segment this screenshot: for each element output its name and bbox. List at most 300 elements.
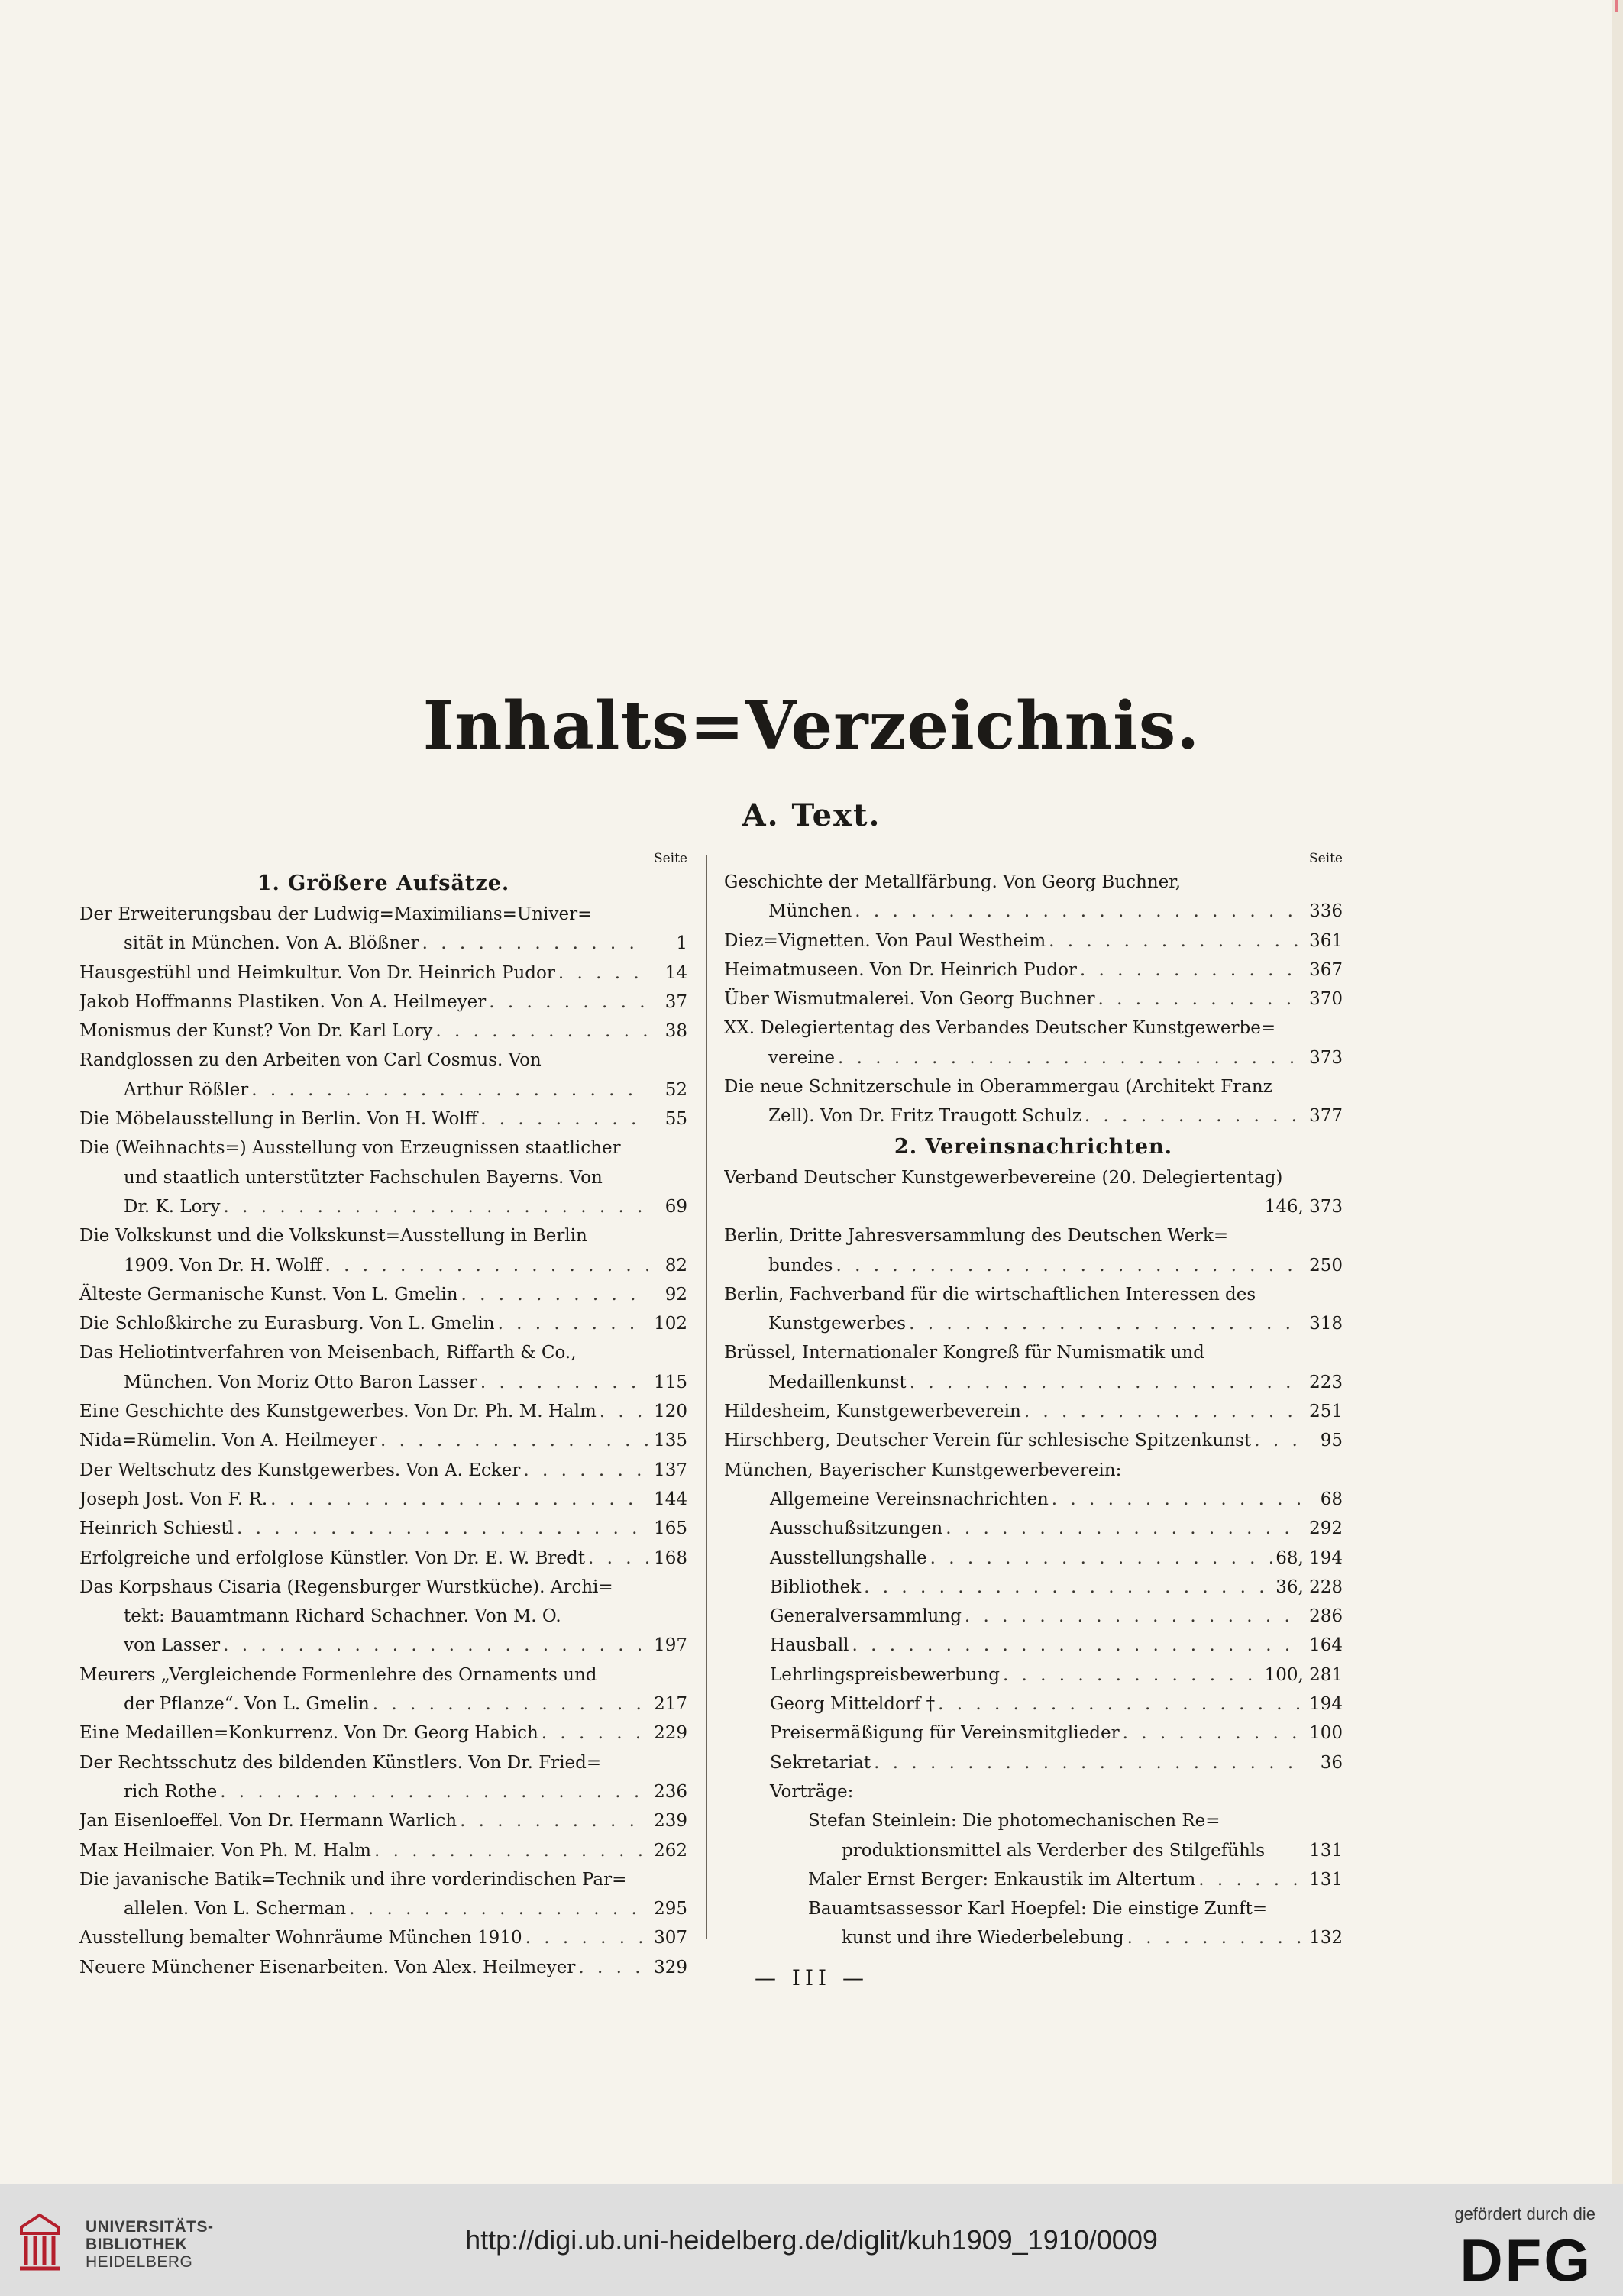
entry-row — [79, 1661, 687, 1690]
page-number: 377 — [1309, 1106, 1343, 1127]
seite-label: Seite — [1308, 851, 1343, 866]
entry-row — [79, 1338, 687, 1367]
entry-line: Maler Ernst Berger: Enkaustik im Altertum — [808, 1869, 1196, 1890]
toc-entry — [79, 1133, 687, 1221]
leader-dots — [432, 1017, 648, 1046]
entry-line: Hildesheim, Kunstgewerbeverein — [724, 1402, 1021, 1422]
toc-entry — [724, 985, 1343, 1014]
page-number: 115 — [654, 1372, 687, 1392]
edge-color-mark — [1615, 0, 1618, 12]
entry-row — [724, 1072, 1343, 1101]
entry-line: Nida=Rümelin. Von A. Heilmeyer — [79, 1431, 377, 1451]
entry-row — [79, 1017, 687, 1046]
entry-line: Preisermäßigung für Vereinsmitglieder — [770, 1723, 1120, 1744]
entry-row — [724, 1338, 1343, 1367]
leader-dots — [538, 1719, 648, 1748]
entry-row — [724, 1397, 1343, 1426]
page-number: 318 — [1309, 1314, 1343, 1334]
leader-dots — [1251, 1426, 1303, 1455]
entry-row — [724, 1309, 1343, 1338]
entry-line: Heinrich Schiestl — [79, 1518, 234, 1539]
entry-row — [79, 1075, 687, 1104]
leader-dots — [234, 1514, 648, 1543]
entry-row — [79, 1368, 687, 1397]
source-url[interactable]: http://digi.ub.uni-heidelberg.de/diglit/kuh1909_1910/0009 — [465, 2224, 1158, 2256]
entry-line: vereine — [768, 1047, 835, 1068]
leader-dots — [906, 1309, 1303, 1338]
entry-row — [79, 988, 687, 1017]
page-number: 292 — [1309, 1518, 1343, 1539]
leader-dots — [1000, 1661, 1265, 1690]
muenchen-item — [724, 1719, 1343, 1748]
entry-row — [79, 1426, 687, 1455]
column-divider — [706, 855, 707, 1939]
page-number: 95 — [1320, 1431, 1343, 1451]
leader-dots — [927, 1544, 1276, 1573]
toc-entry — [724, 1280, 1343, 1339]
entry-line: Hausball — [770, 1635, 849, 1656]
left-entry-list — [79, 900, 687, 1982]
entry-line: Randglossen zu den Arbeiten von Carl Cosmus. Von — [79, 1050, 542, 1071]
entry-row — [79, 1485, 687, 1514]
entry-line: Diez=Vignetten. Von Paul Westheim — [724, 930, 1046, 951]
page-number: 135 — [654, 1431, 687, 1451]
toc-entry — [724, 868, 1343, 926]
toc-entry — [79, 959, 687, 988]
toc-entry — [79, 1017, 687, 1046]
entry-line: Bauamtsassessor Karl Hoepfel: Die einstige Zunft= — [808, 1899, 1268, 1919]
entry-line: Zell). Von Dr. Fritz Traugott Schulz — [768, 1106, 1081, 1127]
leader-dots — [520, 1456, 648, 1485]
leader-dots — [1095, 985, 1303, 1014]
leader-dots — [555, 959, 648, 988]
page-number: 144 — [654, 1489, 687, 1509]
section-subheading: 1. Größere Aufsätze. — [257, 872, 510, 895]
page-title: Inhalts=Verzeichnis. — [422, 687, 1201, 765]
muenchen-item — [724, 1544, 1343, 1573]
toc-entry — [724, 956, 1343, 985]
leader-dots — [849, 1631, 1303, 1660]
toc-entry — [79, 1397, 687, 1426]
page-number: 336 — [1309, 901, 1343, 922]
entry-line: und staatlich unterstützter Fachschulen Bayerns. Von — [124, 1167, 603, 1188]
entry-line: tekt: Bauamtmann Richard Schachner. Von M. O. — [124, 1606, 561, 1627]
leader-dots — [597, 1397, 648, 1426]
entry-line: produktionsmittel als Verderber des Stilgefühls — [842, 1840, 1266, 1861]
entry-line: Über Wismutmalerei. Von Georg Buchner — [724, 989, 1095, 1010]
page-number: 229 — [654, 1723, 687, 1744]
entry-row — [79, 1777, 687, 1806]
entry-row — [79, 1192, 687, 1221]
entry-line: Der Weltschutz des Kunstgewerbes. Von A. Ecker — [79, 1460, 521, 1480]
entry-line: Kunstgewerbes — [768, 1314, 907, 1334]
toc-entry — [724, 1426, 1343, 1455]
entry-line: München — [768, 901, 852, 922]
entry-line: München, Bayerischer Kunstgewerbeverein: — [724, 1460, 1122, 1480]
toc-entry — [724, 1221, 1343, 1280]
entry-line: Hirschberg, Deutscher Verein für schlesische Spitzenkunst — [724, 1431, 1252, 1451]
entry-row — [79, 1923, 687, 1952]
leader-dots — [220, 1631, 648, 1660]
leader-dots — [457, 1806, 648, 1835]
entry-line: Berlin, Dritte Jahresversammlung des Deutschen Werk= — [724, 1226, 1229, 1247]
right-entry-list — [724, 868, 1343, 1131]
muenchen-list — [724, 1485, 1343, 1777]
entry-row — [79, 1251, 687, 1280]
lecture-entry — [724, 1806, 1343, 1865]
toc-entry — [79, 1836, 687, 1865]
toc-entry — [79, 1338, 687, 1397]
page-number: 236 — [654, 1781, 687, 1802]
toc-entry — [724, 1163, 1343, 1222]
entry-line: sität in München. Von A. Blößner — [124, 933, 419, 954]
muenchen-item — [724, 1748, 1343, 1777]
entry-row — [79, 959, 687, 988]
leader-dots — [1120, 1719, 1303, 1748]
entry-row — [79, 1865, 687, 1894]
entry-row — [724, 1894, 1343, 1923]
page-number: 14 — [664, 962, 687, 983]
entry-row — [79, 900, 687, 929]
entry-row — [79, 1602, 687, 1631]
toc-entry — [724, 1338, 1343, 1397]
page-folio: — III — — [755, 1965, 868, 1990]
entry-row — [79, 1806, 687, 1835]
page-number: 223 — [1309, 1372, 1343, 1392]
footer-bar — [0, 2184, 1623, 2296]
entry-line: allelen. Von L. Scherman — [124, 1899, 347, 1919]
toc-entry — [79, 988, 687, 1017]
leader-dots — [942, 1514, 1303, 1543]
entry-row — [724, 1865, 1343, 1894]
entry-row — [79, 1748, 687, 1777]
page-number: 36 — [1320, 1752, 1343, 1773]
toc-entry — [79, 1573, 687, 1661]
leader-dots — [1049, 1485, 1303, 1514]
entry-line: Brüssel, Internationaler Kongreß für Numismatik und — [724, 1343, 1204, 1363]
entry-line: kunst und ihre Wiederbelebung — [842, 1928, 1124, 1948]
entry-line: Generalversammlung — [770, 1606, 962, 1627]
entry-line: Bibliothek — [770, 1576, 862, 1597]
entry-row — [724, 1806, 1343, 1835]
leader-dots — [1124, 1923, 1303, 1952]
leader-dots — [322, 1251, 648, 1280]
right-column — [724, 849, 1343, 1953]
entry-line: Der Erweiterungsbau der Ludwig=Maximilians=Univer= — [79, 904, 593, 924]
entry-line: Eine Geschichte des Kunstgewerbes. Von Dr. Ph. M. Halm — [79, 1402, 597, 1422]
toc-entry — [79, 1104, 687, 1133]
leader-dots — [585, 1544, 648, 1573]
page-number: 164 — [1309, 1635, 1343, 1656]
leader-dots — [477, 1368, 648, 1397]
entry-row — [79, 1631, 687, 1660]
leader-dots — [370, 1690, 648, 1719]
page-number: 102 — [654, 1314, 687, 1334]
entry-row — [79, 1163, 687, 1192]
entry-line: Sekretariat — [770, 1752, 871, 1773]
dfg-logo: DFG — [1460, 2226, 1592, 2294]
entry-row — [79, 1456, 687, 1485]
entry-line: Dr. K. Lory — [124, 1196, 221, 1217]
leader-dots — [1046, 926, 1303, 956]
page-number: 197 — [654, 1635, 687, 1656]
toc-entry — [79, 900, 687, 959]
page-number: 131 — [1309, 1840, 1343, 1861]
entry-line: 1909. Von Dr. H. Wolff — [124, 1255, 322, 1276]
page-number: 52 — [664, 1079, 687, 1100]
entry-line: Stefan Steinlein: Die photomechanischen Re= — [808, 1811, 1220, 1832]
entry-line: der Pflanze“. Von L. Gmelin — [124, 1694, 370, 1715]
entry-line: Max Heilmaier. Von Ph. M. Halm — [79, 1840, 371, 1861]
entry-line: Georg Mitteldorf † — [770, 1694, 936, 1715]
leader-dots — [935, 1690, 1303, 1719]
leader-dots — [477, 1104, 648, 1133]
entry-row — [79, 1221, 687, 1250]
muenchen-item — [724, 1485, 1343, 1514]
library-name: UNIVERSITÄTS- BIBLIOTHEK HEIDELBERG — [86, 2218, 214, 2271]
toc-entry — [79, 1748, 687, 1807]
seite-label: Seite — [653, 851, 687, 866]
page-number: 194 — [1309, 1694, 1343, 1715]
entry-line: Ausschußsitzungen — [770, 1518, 943, 1539]
page-number: 250 — [1309, 1255, 1343, 1276]
entry-line: Ausstellung bemalter Wohnräume München 1910 — [79, 1928, 522, 1948]
section-subheading: 2. Vereinsnachrichten. — [894, 1134, 1173, 1159]
entry-row — [79, 1104, 687, 1133]
page-number: 370 — [1309, 989, 1343, 1010]
toc-entry — [79, 1309, 687, 1338]
page-number: 1 — [676, 933, 687, 954]
leader-dots — [346, 1894, 648, 1923]
right-entry-list — [724, 1221, 1343, 1455]
page-number: 69 — [664, 1196, 687, 1217]
page-number: 68, 194 — [1275, 1547, 1343, 1568]
entry-line: München. Von Moriz Otto Baron Lasser — [124, 1372, 477, 1392]
section-heading: A. Text. — [742, 797, 881, 833]
entry-line: Meurers „Vergleichende Formenlehre des Ornaments und — [79, 1664, 597, 1685]
muenchen-item — [724, 1690, 1343, 1719]
leader-dots — [220, 1192, 648, 1221]
page-number: 132 — [1309, 1928, 1343, 1948]
entry-line: Jakob Hoffmanns Plastiken. Von A. Heilmeyer — [79, 991, 487, 1012]
toc-entry — [79, 1221, 687, 1280]
entry-line: Die Volkskunst und die Volkskunst=Ausstellung in Berlin — [79, 1226, 587, 1247]
leader-dots — [371, 1836, 648, 1865]
toc-entry — [724, 1072, 1343, 1131]
leader-dots — [861, 1573, 1275, 1602]
entry-line: bundes — [768, 1255, 833, 1276]
entry-line: Ausstellungshalle — [770, 1547, 927, 1568]
page-number: 37 — [664, 991, 687, 1012]
toc-entry — [724, 926, 1343, 956]
funding-note: gefördert durch die — [1454, 2204, 1596, 2223]
page-number: 38 — [664, 1021, 687, 1042]
toc-entry — [79, 1719, 687, 1748]
page-number: 307 — [654, 1928, 687, 1948]
page-number: 373 — [1309, 1047, 1343, 1068]
toc-entry — [79, 1865, 687, 1924]
leader-dots — [267, 1485, 648, 1514]
entry-line: Die neue Schnitzerschule in Oberammergau (Architekt Franz — [724, 1077, 1272, 1098]
page-number: 251 — [1309, 1402, 1343, 1422]
entry-line: Monismus der Kunst? Von Dr. Karl Lory — [79, 1021, 433, 1042]
page-number: 262 — [654, 1840, 687, 1861]
entry-row — [79, 1133, 687, 1163]
leader-dots — [1021, 1397, 1303, 1426]
toc-entry — [79, 1661, 687, 1719]
entry-line: Joseph Jost. Von F. R. — [79, 1489, 268, 1509]
page-number: 165 — [654, 1518, 687, 1539]
toc-entry — [79, 1544, 687, 1573]
leader-dots — [907, 1368, 1303, 1397]
toc-entry — [79, 1923, 687, 1952]
entry-row — [79, 1280, 687, 1309]
entry-row — [724, 1280, 1343, 1309]
entry-row — [79, 1544, 687, 1573]
entry-row — [79, 929, 687, 958]
entry-row — [79, 1690, 687, 1719]
entry-row — [724, 956, 1343, 985]
muenchen-item — [724, 1631, 1343, 1660]
toc-entry — [79, 1514, 687, 1543]
entry-line: Das Korpshaus Cisaria (Regensburger Wurstküche). Archi= — [79, 1576, 613, 1597]
entry-line: Die Schloßkirche zu Eurasburg. Von L. Gmelin — [79, 1314, 495, 1334]
page-number: 55 — [664, 1109, 687, 1130]
entry-line: Erfolgreiche und erfolglose Künstler. Von Dr. E. W. Bredt — [79, 1547, 585, 1568]
entry-line: Das Heliotintverfahren von Meisenbach, Riffarth & Co., — [79, 1343, 577, 1363]
entry-line: Medaillenkunst — [768, 1372, 907, 1392]
vortraege-list — [724, 1806, 1343, 1952]
left-column — [79, 849, 687, 1982]
page-number: 82 — [664, 1255, 687, 1276]
leader-dots — [377, 1426, 648, 1455]
page-number: 92 — [664, 1284, 687, 1305]
page-number: 131 — [1309, 1869, 1343, 1890]
entry-row — [724, 1251, 1343, 1280]
entry-row — [724, 1101, 1343, 1130]
entry-row — [724, 1368, 1343, 1397]
leader-dots — [248, 1075, 648, 1104]
toc-entry — [724, 1397, 1343, 1426]
entry-row — [79, 1836, 687, 1865]
muenchen-item — [724, 1661, 1343, 1690]
leader-dots — [962, 1602, 1303, 1631]
entry-row — [724, 868, 1343, 897]
entry-line: von Lasser — [124, 1635, 221, 1656]
leader-dots — [495, 1309, 648, 1338]
entry-row — [79, 1573, 687, 1602]
entry-line: Geschichte der Metallfärbung. Von Georg Buchner, — [724, 872, 1182, 892]
entry-row — [724, 1043, 1343, 1072]
page-number: 168 — [654, 1547, 687, 1568]
entry-row — [724, 1221, 1343, 1250]
leader-dots — [217, 1777, 648, 1806]
page-number: 100, 281 — [1264, 1664, 1343, 1685]
entry-row — [724, 985, 1343, 1014]
entry-line: XX. Delegiertentag des Verbandes Deutscher Kunstgewerbe= — [724, 1018, 1276, 1039]
entry-line: Eine Medaillen=Konkurrenz. Von Dr. Georg Habich — [79, 1723, 538, 1744]
page-edge — [1612, 0, 1623, 2184]
page-number: 217 — [654, 1694, 687, 1715]
entry-row — [79, 1514, 687, 1543]
entry-line: Verband Deutscher Kunstgewerbevereine (20. Delegiertentag) — [724, 1167, 1283, 1188]
entry-line: Heimatmuseen. Von Dr. Heinrich Pudor — [724, 959, 1077, 980]
entry-line: rich Rothe — [124, 1781, 218, 1802]
page-number: 329 — [654, 1957, 687, 1977]
leader-dots — [486, 988, 648, 1017]
entry-line: Die (Weihnachts=) Ausstellung von Erzeugnissen staatlicher — [79, 1138, 621, 1159]
entry-row — [79, 1397, 687, 1426]
muenchen-item — [724, 1514, 1343, 1543]
entry-line: Älteste Germanische Kunst. Von L. Gmelin — [79, 1284, 458, 1305]
page-number: 361 — [1309, 930, 1343, 951]
entry-row — [724, 1923, 1343, 1952]
leader-dots — [458, 1280, 648, 1309]
entry-line: Allgemeine Vereinsnachrichten — [770, 1489, 1049, 1509]
lecture-entry — [724, 1894, 1343, 1953]
toc-entry — [79, 1806, 687, 1835]
entry-line: Jan Eisenloeffel. Von Dr. Hermann Warlich — [79, 1811, 457, 1832]
page-number: 146, 373 — [1264, 1196, 1343, 1217]
entry-row — [79, 1309, 687, 1338]
toc-entry — [79, 1046, 687, 1104]
leader-dots — [522, 1923, 648, 1952]
page-number: 286 — [1309, 1606, 1343, 1627]
leader-dots — [871, 1748, 1303, 1777]
leader-dots — [1195, 1865, 1303, 1894]
lecture-entry — [724, 1865, 1343, 1894]
leader-dots — [835, 1043, 1303, 1072]
entry-row — [724, 926, 1343, 956]
leader-dots — [833, 1251, 1304, 1280]
muenchen-item — [724, 1573, 1343, 1602]
leader-dots — [1081, 1101, 1303, 1130]
leader-dots — [419, 929, 648, 958]
toc-entry — [79, 1280, 687, 1309]
entry-line: Die Möbelausstellung in Berlin. Von H. Wolff — [79, 1109, 478, 1130]
entry-row — [724, 1836, 1343, 1865]
page-number: 36, 228 — [1275, 1576, 1343, 1597]
entry-row — [79, 1719, 687, 1748]
toc-entry — [79, 1456, 687, 1485]
toc-entry — [79, 1485, 687, 1514]
toc-entry — [79, 1426, 687, 1455]
leader-dots — [1077, 956, 1303, 985]
entry-row — [724, 1014, 1343, 1043]
entry-line: Die javanische Batik=Technik und ihre vorderindischen Par= — [79, 1869, 627, 1890]
entry-line: Arthur Rößler — [124, 1079, 249, 1100]
entry-line: Der Rechtsschutz des bildenden Künstlers. Von Dr. Fried= — [79, 1752, 602, 1773]
entry-line: Lehrlingspreisbewerbung — [770, 1664, 1000, 1685]
entry-line: Hausgestühl und Heimkultur. Von Dr. Heinrich Pudor — [79, 962, 555, 983]
page-number: 295 — [654, 1899, 687, 1919]
muenchen-item — [724, 1602, 1343, 1631]
page-number: 100 — [1309, 1723, 1343, 1744]
entry-line: Berlin, Fachverband für die wirtschaftlichen Interessen des — [724, 1284, 1256, 1305]
page-number: 120 — [654, 1402, 687, 1422]
page-number: 239 — [654, 1811, 687, 1832]
entry-row — [724, 897, 1343, 926]
entry-row — [724, 1426, 1343, 1455]
toc-entry — [724, 1014, 1343, 1072]
page-number: 68 — [1320, 1489, 1343, 1509]
page-number: 137 — [654, 1460, 687, 1480]
entry-line: Neuere Münchener Eisenarbeiten. Von Alex. Heilmeyer — [79, 1957, 576, 1977]
entry-row — [79, 1894, 687, 1923]
page-number: 367 — [1309, 959, 1343, 980]
leader-dots — [852, 897, 1303, 926]
entry-row — [79, 1046, 687, 1075]
